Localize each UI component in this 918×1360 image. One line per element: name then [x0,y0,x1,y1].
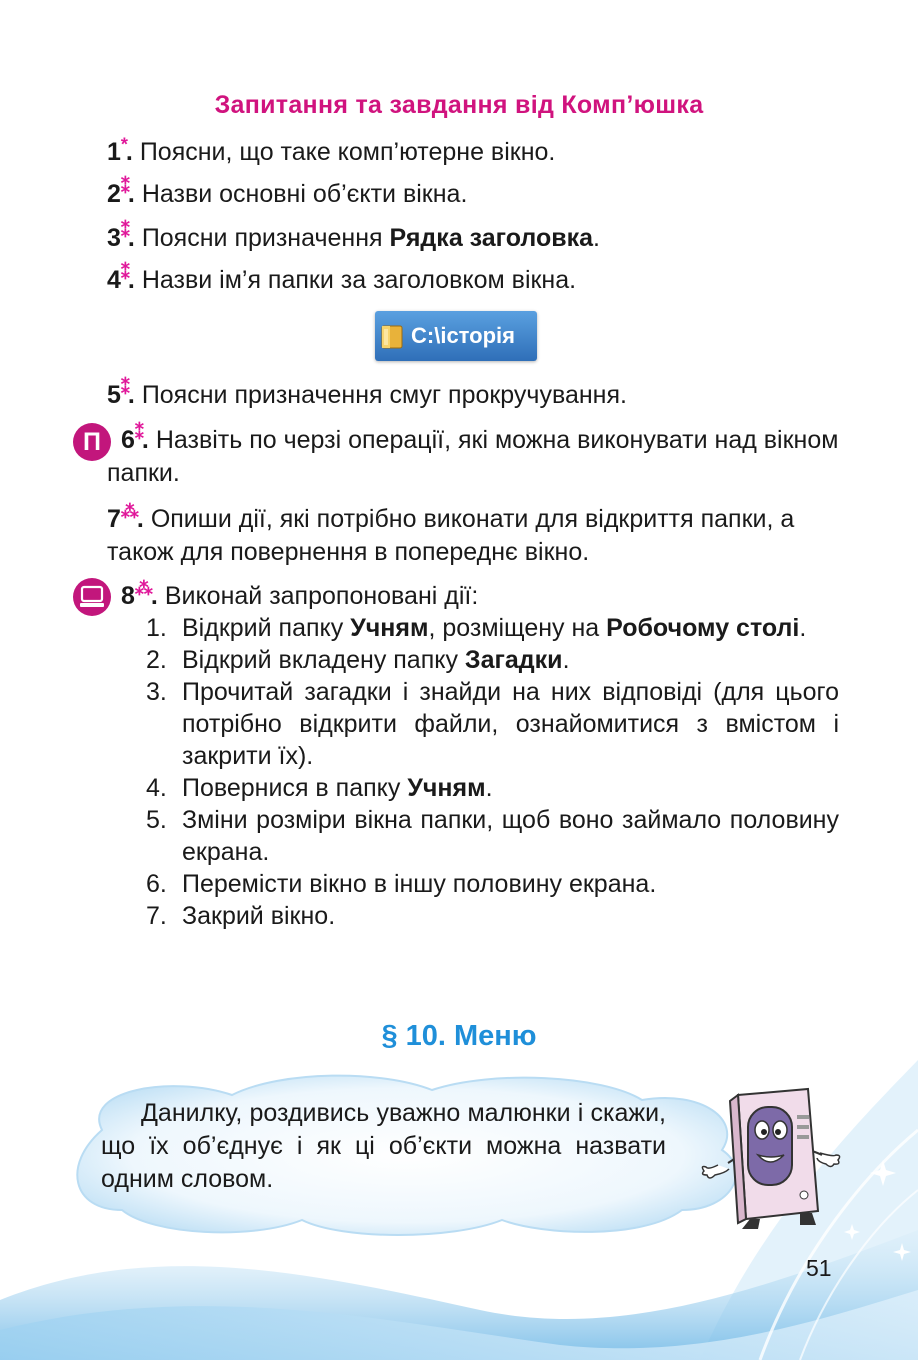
window-title-bar-example [375,311,537,361]
difficulty-star-icon: ⁑ [120,176,128,197]
question-text: Назвіть по черзі операції, які можна виконувати над вікном папки. [107,426,839,487]
difficulty-star-icon: ⁑ [120,262,128,283]
question-number: 3 [107,224,121,252]
section-title: § 10. Меню [381,1020,537,1052]
difficulty-star-icon: ⁑ [120,220,128,241]
question-text: Назви основні об’єкти вікна. [141,180,468,208]
question-text: Виконай запропоновані дії: [164,582,479,610]
difficulty-star-icon: ⁂ [120,501,137,522]
computer-mascot-icon [700,1085,845,1235]
cloud-text [101,1097,666,1196]
questions-heading: Запитання та завдання від Комп’юшка [214,91,704,119]
task-step [146,676,839,772]
question-bold-term: Рядка заголовка [389,224,594,252]
question-text: Опиши дії, які потрібно виконати для відкриття папки, а також для повернення в попереднє вікно. [107,505,795,566]
task-step [146,772,839,804]
question-number: 5 [107,381,121,409]
difficulty-star-icon: ⁂ [134,578,151,599]
step-text: Прочитай загадки і знайди на них відповіді (для цього потрібно відкрити файли, ознайомитися з вмістом і закрити їх). [182,678,839,770]
task-steps-list [146,612,839,932]
task-step [146,900,839,932]
step-text: Закрий вікно. [182,902,336,930]
question-text: Назви ім’я папки за заголовком вікна. [141,266,577,294]
step-text: Відкрий вкладену папку Загадки. [182,646,570,674]
question-text: Поясни, що таке комп’ютерне вікно. [139,138,556,166]
task-step [146,804,839,868]
question-number: 2 [107,180,121,208]
task-step [146,612,839,644]
difficulty-star-icon: * [120,134,126,155]
step-text: Повернися в папку Учням. [182,774,493,802]
folder-icon [381,323,403,349]
step-text: Відкрий папку Учням, розміщену на Робочому столі. [182,614,807,642]
question-2: 2⁑. Назви основні об’єкти вікна. [107,176,468,208]
computer-task-badge [73,578,111,616]
task-step [146,644,839,676]
task-step [146,868,839,900]
step-number: 7. [146,902,167,930]
computer-icon [79,585,105,609]
cloud-paragraph: Данилку, роздивись уважно малюнки і скажи, що їх об’єднує і як ці об’єкти можна назвати одним словом. [101,1099,666,1193]
step-number: 3. [146,678,167,706]
question-1: 1*. Поясни, що таке комп’ютерне вікно. [107,134,556,166]
step-text: Перемісти вікно в іншу половину екрана. [182,870,657,898]
difficulty-star-icon: ⁑ [120,377,128,398]
step-number: 4. [146,774,167,802]
step-number: 2. [146,646,167,674]
question-7: 7⁂. Опиши дії, які потрібно виконати для відкриття папки, а також для повернення в попереднє вікно. [107,501,795,566]
question-number: 7 [107,505,121,533]
question-text: Поясни призначення смуг прокручування. [141,381,627,409]
question-number: 8 [121,582,135,610]
question-8: 8⁂. Виконай запропоновані дії: [121,578,479,610]
question-3: 3⁑. Поясни призначення Рядка заголовка. [107,220,600,252]
page-number: 51 [806,1255,832,1281]
question-6: 6⁑. Назвіть по черзі операції, які можна виконувати над вікном папки. [107,422,839,487]
step-number: 6. [146,870,167,898]
difficulty-star-icon: ⁑ [134,422,142,443]
step-text: Зміни розміри вікна папки, щоб воно займало половину екрана. [182,806,839,866]
question-4: 4⁑. Назви ім’я папки за заголовком вікна. [107,262,577,294]
step-number: 1. [146,614,167,642]
question-number: 6 [121,426,135,454]
pair-work-badge: П [73,423,111,461]
question-text: Поясни призначення [141,224,390,252]
question-5: 5⁑. Поясни призначення смуг прокручування. [107,377,627,409]
window-title-text: C:\історія [411,323,515,348]
step-number: 5. [146,806,167,834]
question-number: 4 [107,266,121,294]
question-number: 1 [107,138,121,166]
